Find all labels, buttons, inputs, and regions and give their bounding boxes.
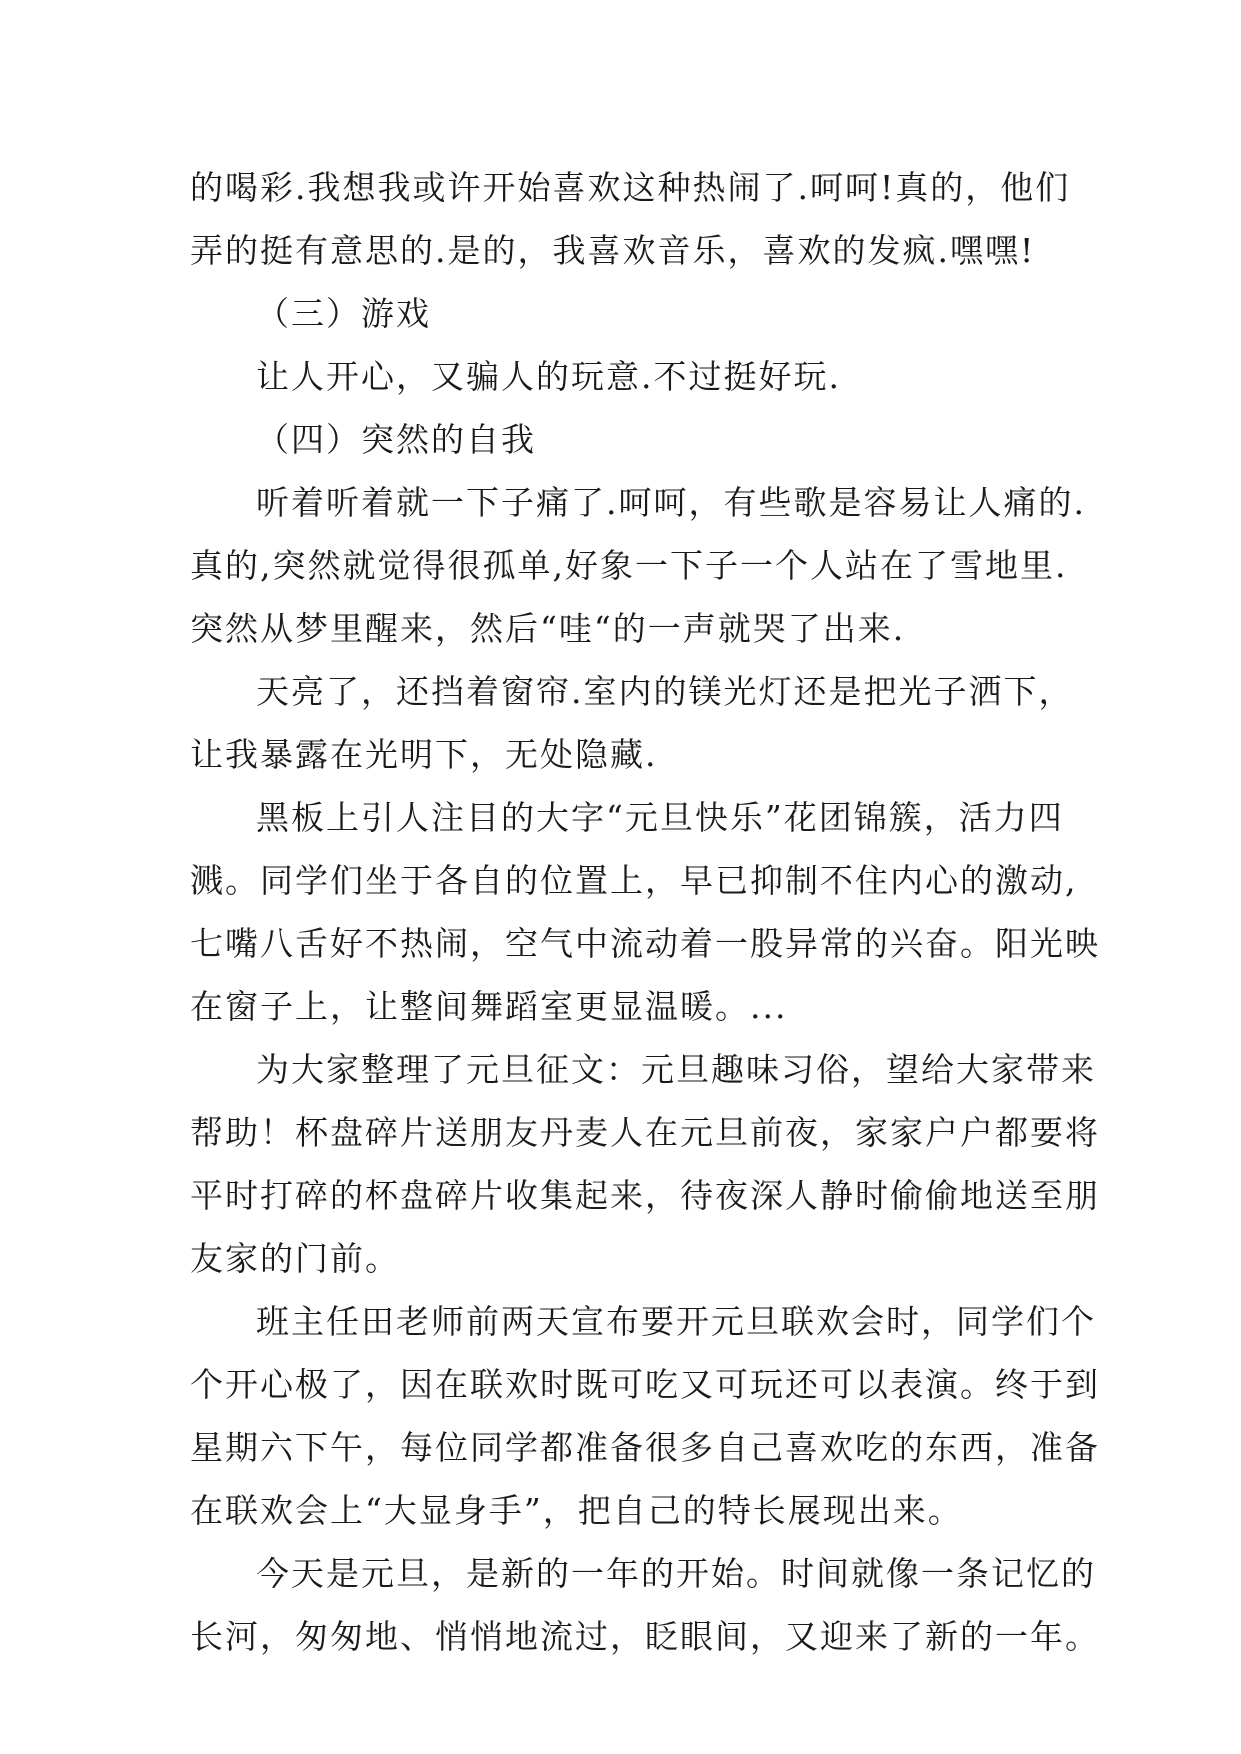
text-line-19: 班主任田老师前两天宣布要开元旦联欢会时，同学们个 bbox=[256, 1302, 1096, 1341]
body-text bbox=[190, 156, 1100, 1668]
text-line-23: 今天是元旦，是新的一年的开始。时间就像一条记忆的 bbox=[256, 1554, 1096, 1593]
text-line-22: 在联欢会上“大显身手”，把自己的特长展现出来。 bbox=[190, 1491, 963, 1530]
section-heading-4: （四）突然的自我 bbox=[256, 420, 536, 459]
text-line-13: 七嘴八舌好不热闹，空气中流动着一股异常的兴奋。阳光映 bbox=[190, 924, 1100, 963]
section-heading-3: （三）游戏 bbox=[256, 294, 431, 333]
text-line-15: 为大家整理了元旦征文：元旦趣味习俗，望给大家带来 bbox=[256, 1050, 1096, 1089]
text-line-1: 的喝彩.我想我或许开始喜欢这种热闹了.呵呵!真的，他们 bbox=[190, 168, 1071, 207]
text-line-20: 个开心极了，因在联欢时既可吃又可玩还可以表演。终于到 bbox=[190, 1365, 1100, 1404]
text-line-12: 溅。同学们坐于各自的位置上，早已抑制不住内心的激动, bbox=[190, 861, 1078, 900]
text-line-16: 帮助！杯盘碎片送朋友丹麦人在元旦前夜，家家户户都要将 bbox=[190, 1113, 1100, 1152]
text-line-9: 天亮了，还挡着窗帘.室内的镁光灯还是把光子洒下， bbox=[256, 672, 1074, 711]
text-line-6: 听着听着就一下子痛了.呵呵，有些歌是容易让人痛的. bbox=[256, 483, 1086, 522]
text-line-2: 弄的挺有意思的.是的，我喜欢音乐，喜欢的发疯.嘿嘿! bbox=[190, 231, 1036, 270]
text-line-21: 星期六下午，每位同学都准备很多自己喜欢吃的东西，准备 bbox=[190, 1428, 1100, 1467]
text-line-18: 友家的门前。 bbox=[190, 1239, 400, 1278]
text-line-8: 突然从梦里醒来，然后“哇“的一声就哭了出来. bbox=[190, 609, 906, 648]
text-line-7: 真的,突然就觉得很孤单,好象一下子一个人站在了雪地里. bbox=[190, 546, 1068, 585]
text-line-11: 黑板上引人注目的大字“元旦快乐”花团锦簇，活力四 bbox=[256, 798, 1064, 837]
text-line-17: 平时打碎的杯盘碎片收集起来，待夜深人静时偷偷地送至朋 bbox=[190, 1176, 1100, 1215]
text-line-24: 长河，匆匆地、悄悄地流过，眨眼间，又迎来了新的一年。 bbox=[190, 1617, 1100, 1656]
text-line-10: 让我暴露在光明下，无处隐藏. bbox=[190, 735, 658, 774]
text-line-4: 让人开心，又骗人的玩意.不过挺好玩. bbox=[256, 357, 841, 396]
text-line-14: 在窗子上，让整间舞蹈室更显温暖。... bbox=[190, 987, 788, 1026]
